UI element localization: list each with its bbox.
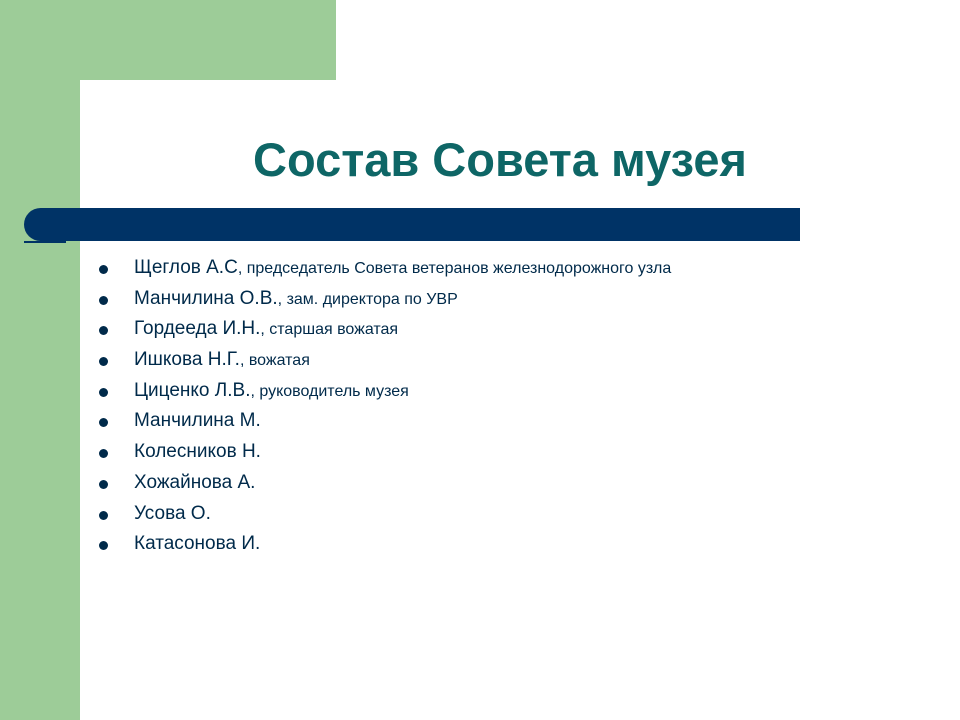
member-name: Манчилина М.: [134, 410, 261, 432]
bullet-icon: [99, 296, 108, 305]
member-role: , председатель Совета ветеранов железнодорожного узла: [237, 260, 672, 277]
top-green-block: [0, 0, 336, 80]
bullet-icon: [99, 388, 108, 397]
bullet-icon: [99, 449, 108, 458]
list-item: [96, 406, 896, 437]
list-item: [96, 253, 896, 284]
bullet-icon: [99, 418, 108, 427]
member-name: Манчилина О.В.: [134, 287, 278, 309]
member-role: , зам. директора по УВР: [277, 290, 458, 308]
left-green-band: [0, 0, 80, 720]
bullet-icon: [99, 511, 108, 520]
bullet-icon: [99, 357, 108, 366]
member-list: [96, 253, 896, 560]
member-role: , старшая вожатая: [260, 321, 399, 339]
bullet-icon: [99, 480, 108, 489]
member-name: Усова О.: [134, 502, 211, 524]
list-item: [96, 499, 896, 530]
member-name: Хожайнова А.: [134, 471, 256, 493]
member-name: Ишкова Н.Г.: [134, 349, 240, 371]
member-name: Колесников Н.: [134, 441, 261, 463]
title-bar-notch: [24, 241, 66, 243]
list-item: [96, 468, 896, 499]
member-name: Гордееда И.Н.: [134, 318, 261, 340]
list-item: [96, 437, 896, 468]
member-name: Щеглов А.С: [134, 257, 238, 278]
title-underline-bar: [24, 208, 800, 241]
list-item: [96, 284, 896, 315]
bullet-icon: [99, 326, 108, 335]
member-role: , руководитель музея: [250, 382, 409, 400]
bullet-icon: [99, 541, 108, 550]
member-role: , вожатая: [239, 352, 310, 370]
list-item: [96, 314, 896, 345]
slide-title: Состав Совета музея: [253, 133, 747, 186]
list-item: [96, 345, 896, 376]
content-panel-corner: [80, 80, 200, 200]
member-name: Циценко Л.В.: [134, 379, 251, 401]
member-name: Катасонова И.: [134, 533, 261, 555]
bullet-icon: [99, 265, 108, 274]
list-item: [96, 529, 896, 560]
list-item: [96, 376, 896, 407]
